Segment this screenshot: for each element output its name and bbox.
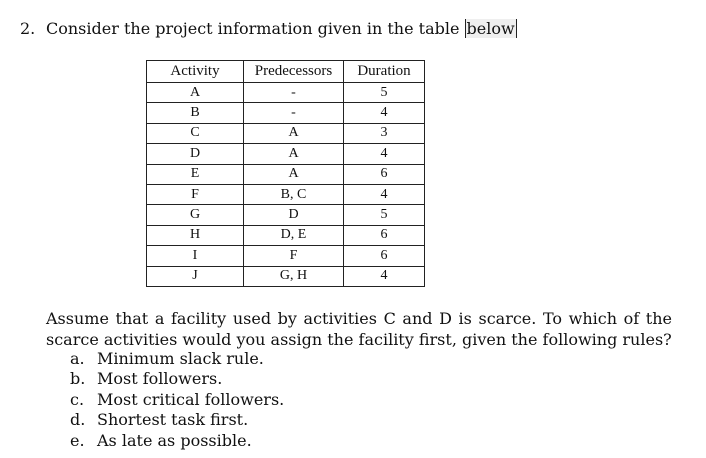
list-item (70, 349, 284, 369)
duration-cell: 4 (344, 144, 425, 164)
rule-text: Most critical followers. (97, 389, 285, 409)
list-item (70, 410, 284, 430)
activity-cell: I (147, 246, 244, 266)
table-row (147, 246, 425, 266)
activity-cell: H (147, 225, 244, 245)
duration-cell: 5 (344, 83, 425, 103)
activity-cell: F (147, 184, 244, 204)
list-item (70, 390, 284, 410)
duration-cell: 4 (344, 266, 425, 286)
activity-cell: B (147, 103, 244, 123)
activity-cell: J (147, 266, 244, 286)
list-marker: d. (70, 410, 86, 430)
table-row (147, 164, 425, 184)
table-row (147, 184, 425, 204)
rule-text: Most followers. (97, 369, 223, 389)
list-marker: e. (70, 430, 85, 450)
header-predecessors: Predecessors (244, 61, 344, 83)
question-number: 2. (20, 19, 36, 38)
predecessors-cell: A (244, 144, 344, 164)
header-activity: Activity (147, 61, 244, 83)
question-text: Consider the project information given in the table (46, 19, 465, 38)
rule-text: Shortest task first. (97, 410, 249, 430)
predecessors-cell: - (244, 103, 344, 123)
predecessors-cell: - (244, 83, 344, 103)
assumption-paragraph: Assume that a facility used by activities C and D is scarce. To which of the scarce activities would you assign the facility first, given the following rules? (46, 309, 672, 349)
duration-cell: 4 (344, 103, 425, 123)
duration-cell: 6 (344, 246, 425, 266)
list-marker: a. (70, 349, 85, 368)
predecessors-cell: D, E (244, 225, 344, 245)
table-row (147, 83, 425, 103)
rule-text: Minimum slack rule. (97, 349, 264, 368)
activity-cell: G (147, 205, 244, 225)
predecessors-cell: G, H (244, 266, 344, 286)
table-row (147, 144, 425, 164)
rules-list (70, 349, 284, 451)
table-row (147, 123, 425, 143)
table-header-row (147, 61, 425, 83)
predecessors-cell: D (244, 205, 344, 225)
table-row (147, 225, 425, 245)
header-duration: Duration (344, 61, 425, 83)
activity-cell: D (147, 144, 244, 164)
table-row (147, 266, 425, 286)
activity-cell: C (147, 123, 244, 143)
predecessors-cell: A (244, 164, 344, 184)
predecessors-cell: F (244, 246, 344, 266)
duration-cell: 6 (344, 164, 425, 184)
duration-cell: 5 (344, 205, 425, 225)
list-item (70, 369, 284, 389)
project-table (146, 60, 425, 287)
rule-text: As late as possible. (97, 430, 252, 450)
table-row (147, 205, 425, 225)
table-row (147, 103, 425, 123)
duration-cell: 4 (344, 184, 425, 204)
question-heading (20, 18, 517, 40)
predecessors-cell: B, C (244, 184, 344, 204)
predecessors-cell: A (244, 123, 344, 143)
list-item (70, 431, 284, 451)
duration-cell: 6 (344, 225, 425, 245)
list-marker: b. (70, 369, 86, 389)
activity-cell: E (147, 164, 244, 184)
list-marker: c. (70, 389, 85, 409)
duration-cell: 3 (344, 123, 425, 143)
selected-text[interactable]: below (466, 19, 515, 38)
activity-cell: A (147, 83, 244, 103)
